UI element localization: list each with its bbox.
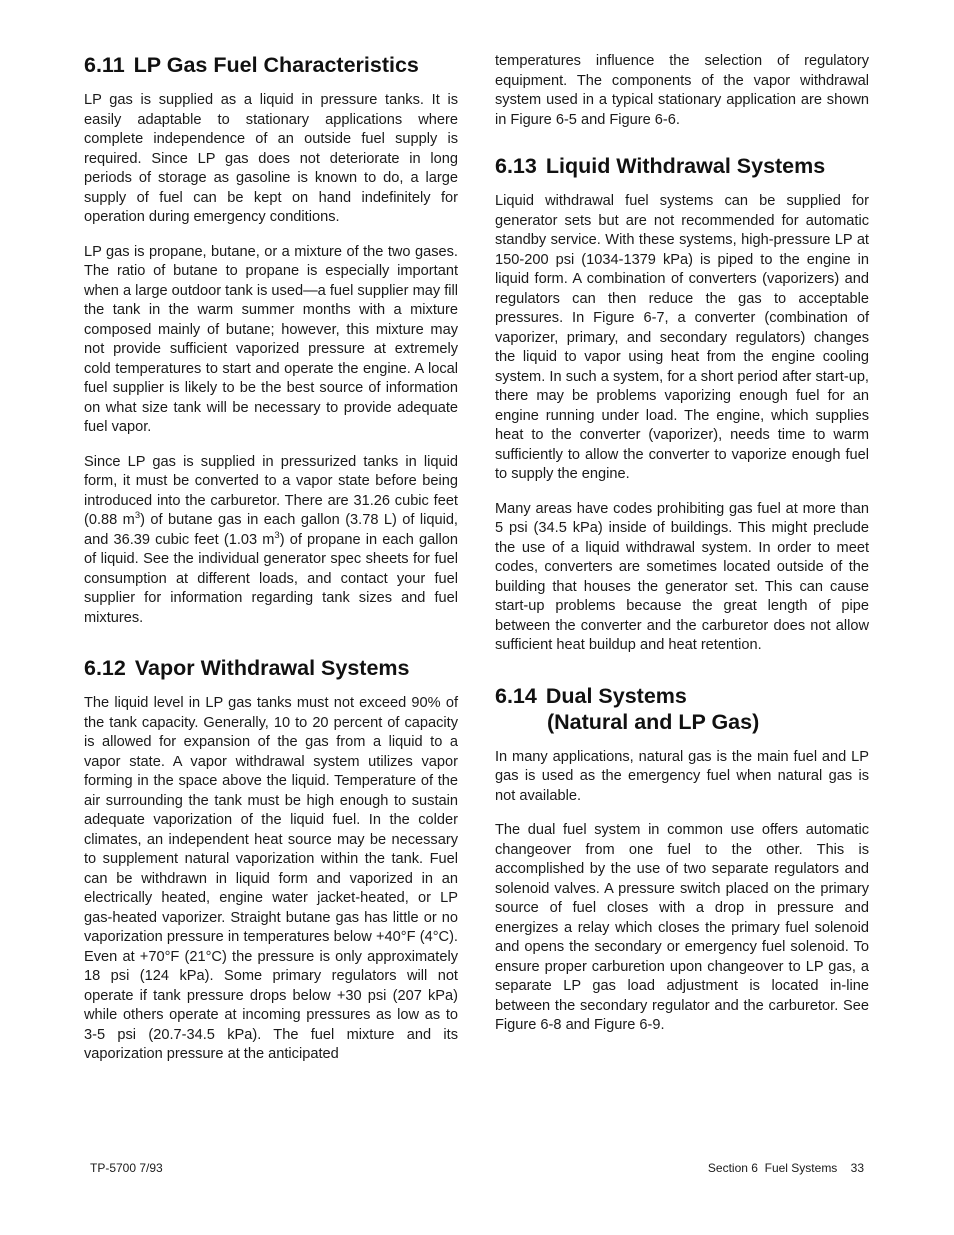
section-title: LP Gas Fuel Characteristics — [133, 53, 419, 77]
section-number: 6.14 — [495, 683, 537, 708]
paragraph: Many areas have codes prohibiting gas fuel at more than 5 psi (34.5 kPa) inside of buildings. This might preclude the use of a liquid withdrawal system. In order to meet codes, converters are sometimes located outside of the building that houses the generator set. This can cause start-up problems because the great length of pipe between the converter and the carburetor does not allow sufficient heat buildup and heat retention. — [495, 500, 869, 653]
section-title: Dual Systems — [545, 683, 687, 708]
footer-doc-id: TP-5700 7/93 — [90, 1161, 163, 1175]
section-title-line2: (Natural and LP Gas) — [547, 709, 760, 734]
paragraph: LP gas is propane, butane, or a mixture of the two gases. The ratio of butane to propane is especially important when a large outdoor tank is used—a fuel supplier may fill the tank in the warm summer months with a mixture composed mainly of butane; however, this mixture may not provide sufficient vaporized pressure at extremely cold temperatures to start and operate the engine. A local fuel supplier is likely to be the best source of information on what size tank will be necessary to provide adequate fuel vapor. — [84, 243, 458, 435]
paragraph: Liquid withdrawal fuel systems can be supplied for generator sets but are not recommended for automatic standby service. With these systems, high-pressure LP at 150-200 psi (1034-1379 kPa) is piped to the engine in liquid form. A combination of converters (vaporizers) and regulators can then reduce the gas to acceptable pressures. In Figure 6-7, a converter (combination of vaporizer, primary, and secondary regulators) changes the liquid to vapor using heat from the engine cooling system. In such a system, for a short period after start-up, there may be problems vaporizing enough fuel for an engine running under load. The engine, which supplies heat to the converter (vaporizer), needs time to warm sufficiently to allow the converter to vaporize enough fuel to supply the engine. — [495, 193, 869, 482]
section-title: Liquid Withdrawal Systems — [545, 154, 826, 178]
paragraph: LP gas is supplied as a liquid in pressure tanks. It is easily adaptable to stationary applications where complete independence of an outside fuel supply is required. Since LP gas does not deteriorate in long periods of storage as gasoline is known to do, a large supply of fuel can be kept on hand indefinitely for operation during emergency conditions. — [84, 92, 458, 225]
section-heading-6-14 — [495, 683, 869, 735]
section-number: 6.12 — [84, 656, 126, 680]
section-heading-6-11 — [84, 52, 458, 78]
paragraph: The dual fuel system in common use offers automatic changeover from one fuel to the other. This is accomplished by the use of two separate regulators and solenoid valves. A pressure switch placed on the primary source of fuel closes with a drop in pressure and energizes a relay which closes the primary fuel solenoid and opens the secondary or emergency fuel solenoid. To ensure proper carburetion upon changeover to LP gas, a separate LP gas load adjustment is located in-line between the secondary regulator and the carburetor. See Figure 6-8 and Figure 6-9. — [495, 822, 869, 1033]
paragraph-continued: temperatures influence the selection of regulatory equipment. The components of the vapor withdrawal system used in a typical stationary application are shown in Figure 6-5 and Figure 6-6. — [495, 53, 869, 128]
right-column — [495, 50, 869, 1036]
footer-page-info: Section 6 Fuel Systems 33 — [707, 1161, 864, 1175]
section-title: Vapor Withdrawal Systems — [134, 656, 410, 680]
paragraph: In many applications, natural gas is the main fuel and LP gas is used as the emergency fuel when natural gas is not available. — [495, 748, 869, 804]
section-heading-6-13 — [495, 153, 869, 179]
section-heading-6-12 — [84, 655, 458, 681]
section-number: 6.11 — [84, 53, 125, 77]
section-number: 6.13 — [495, 154, 537, 178]
left-column — [84, 50, 458, 1065]
paragraph: Since LP gas is supplied in pressurized tanks in liquid form, it must be converted to a vapor state before being introduced into the carburetor. There are 31.26 cubic feet (0.88 $m^3$) of butane gas in each gallon (3.78 L) of liquid, and 36.39 cubic feet (1.03 $m^3$) of propane in each gallon of liquid. See the individual generator spec sheets for fuel consumption at different loads, and contact your fuel supplier for information regarding tank sizes and fuel mixtures. — [84, 453, 458, 626]
paragraph: The liquid level in LP gas tanks must not exceed 90% of the tank capacity. Generally, 10 to 20 percent of capacity is allowed for expansion of the gas from a liquid to a vapor state. A vapor withdrawal system utilizes vapor forming in the space above the liquid. Temperature of the air surrounding the tank must be high enough to sustain adequate vaporization of the liquid fuel. In the colder climates, an independent heat source may be necessary to supplement natural vaporization within the tank. Fuel can be withdrawn in liquid form and vaporized in an electrically heated, engine water jacket-heated, or LP gas-heated vaporizer. Straight butane gas has little or no vaporization pressure in temperatures below +40°F (4°C). Even at +70°F (21°C) the pressure is only approximately 18 psi (124 kPa). Some primary regulators will not operate if tank pressure drops below +30 psi (207 kPa) while others operate at incoming pressures as low as to 3-5 psi (20.7-34.5 kPa). The fuel mixture and its vaporization pressure at the anticipated — [84, 695, 458, 1062]
